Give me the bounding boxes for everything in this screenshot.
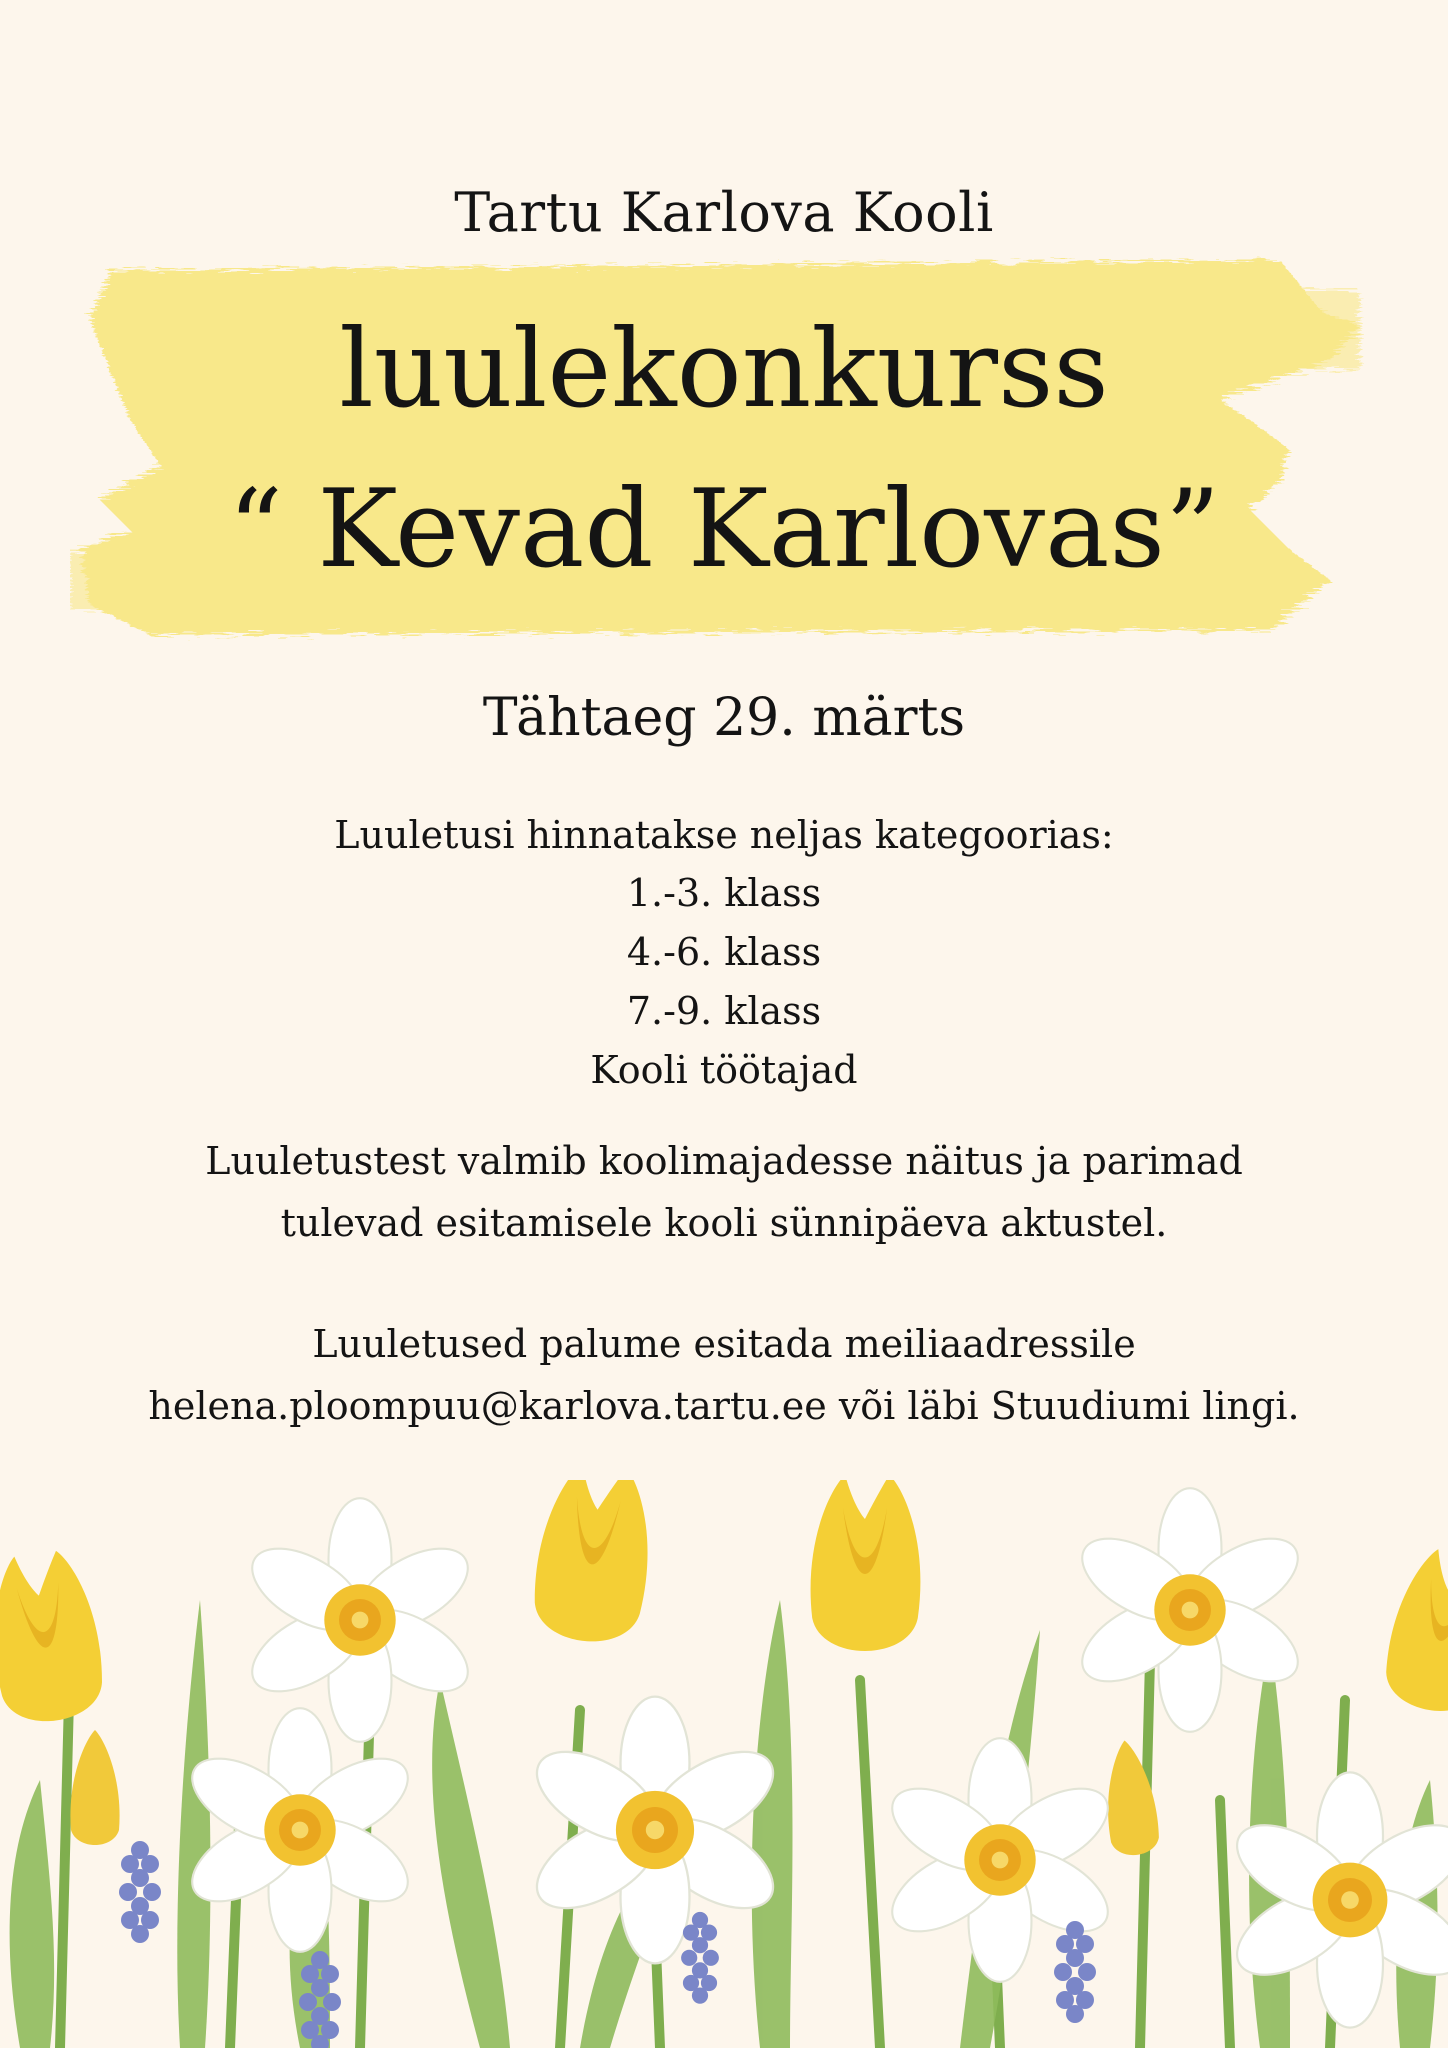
category-item: Kooli töötajad [590, 1048, 858, 1092]
info-text-line: Luuletustest valmib koolimajadesse näitus ja parimad [205, 1139, 1243, 1183]
school-name: Tartu Karlova Kooli [454, 181, 994, 244]
category-item: 4.-6. klass [626, 930, 822, 974]
submission-text-line: Luuletused palume esitada meiliaadressile [312, 1322, 1136, 1366]
category-item: 1.-3. klass [626, 871, 822, 915]
deadline: Tähtaeg 29. märts [482, 688, 966, 748]
spring-flowers-border-icon [0, 1480, 1448, 2048]
submission-email-line: helena.ploompuu@karlova.tartu.ee või läbi Stuudiumi lingi. [148, 1384, 1300, 1428]
categories-intro: Luuletusi hinnatakse neljas kategoorias: [334, 813, 1114, 857]
contest-title: luulekonkurss [339, 307, 1109, 432]
info-text-line: tulevad esitamisele kooli sünnipäeva aktustel. [280, 1201, 1168, 1245]
contest-subtitle: “ Kevad Karlovas” [227, 467, 1221, 592]
category-item: 7.-9. klass [626, 989, 822, 1033]
